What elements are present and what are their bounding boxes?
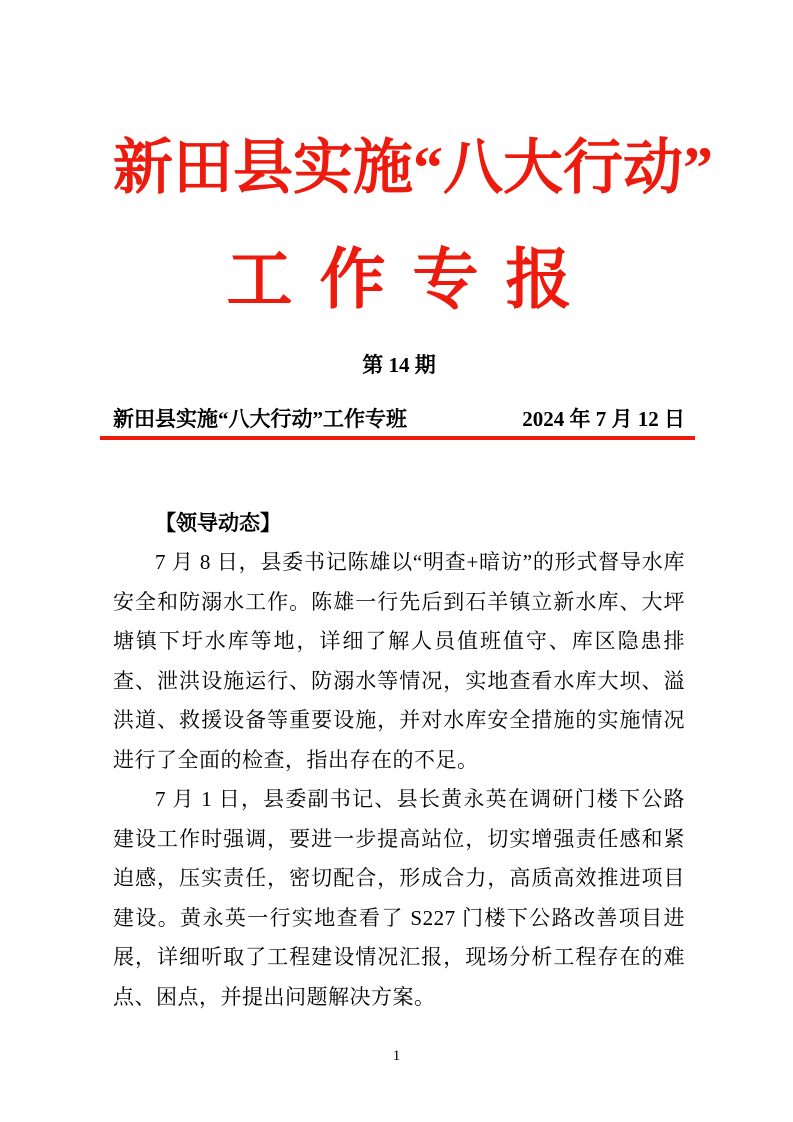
page-number: 1 <box>392 1048 401 1064</box>
issue-number: 第 14 期 <box>362 353 436 377</box>
body-paragraph-2: 7 月 1 日，县委副书记、县长黄永英在调研门楼下公路建设工作时强调，要进一步提高站位，切实增强责任感和紧迫感，压实责任，密切配合，形成合力，高质高效推进项目建设。黄永英一行实地查看了 S227 门楼下公路改善项目进展，详细听取了工程建设情况汇报，现场分析工程存在的难点、困点，并提出问题解决方案。 <box>113 787 685 1009</box>
document-body <box>113 504 685 1017</box>
body-paragraph-1: 7 月 8 日，县委书记陈雄以“明查+暗访”的形式督导水库安全和防溺水工作。陈雄一行先后到石羊镇立新水库、大坪塘镇下圩水库等地，详细了解人员值班值守、库区隐患排查、泄洪设施运行、防溺水等情况，实地查看水库大坝、溢洪道、救援设备等重要设施，并对水库安全措施的实施情况进行了全面的检查，指出存在的不足。 <box>113 550 685 772</box>
issuer-name: 新田县实施“八大行动”工作专班 <box>113 407 407 431</box>
page-content <box>113 0 713 1017</box>
masthead <box>113 0 713 377</box>
issuer-row <box>113 408 685 430</box>
document-title-line1: 新田县实施“八大行动” <box>113 135 713 201</box>
masthead-divider-rule <box>100 436 695 440</box>
document-title-line2: 工作专报 <box>226 244 599 317</box>
section-heading-leader-activities: 【领导动态】 <box>155 512 281 535</box>
issue-date: 2024 年 7 月 12 日 <box>522 407 685 431</box>
